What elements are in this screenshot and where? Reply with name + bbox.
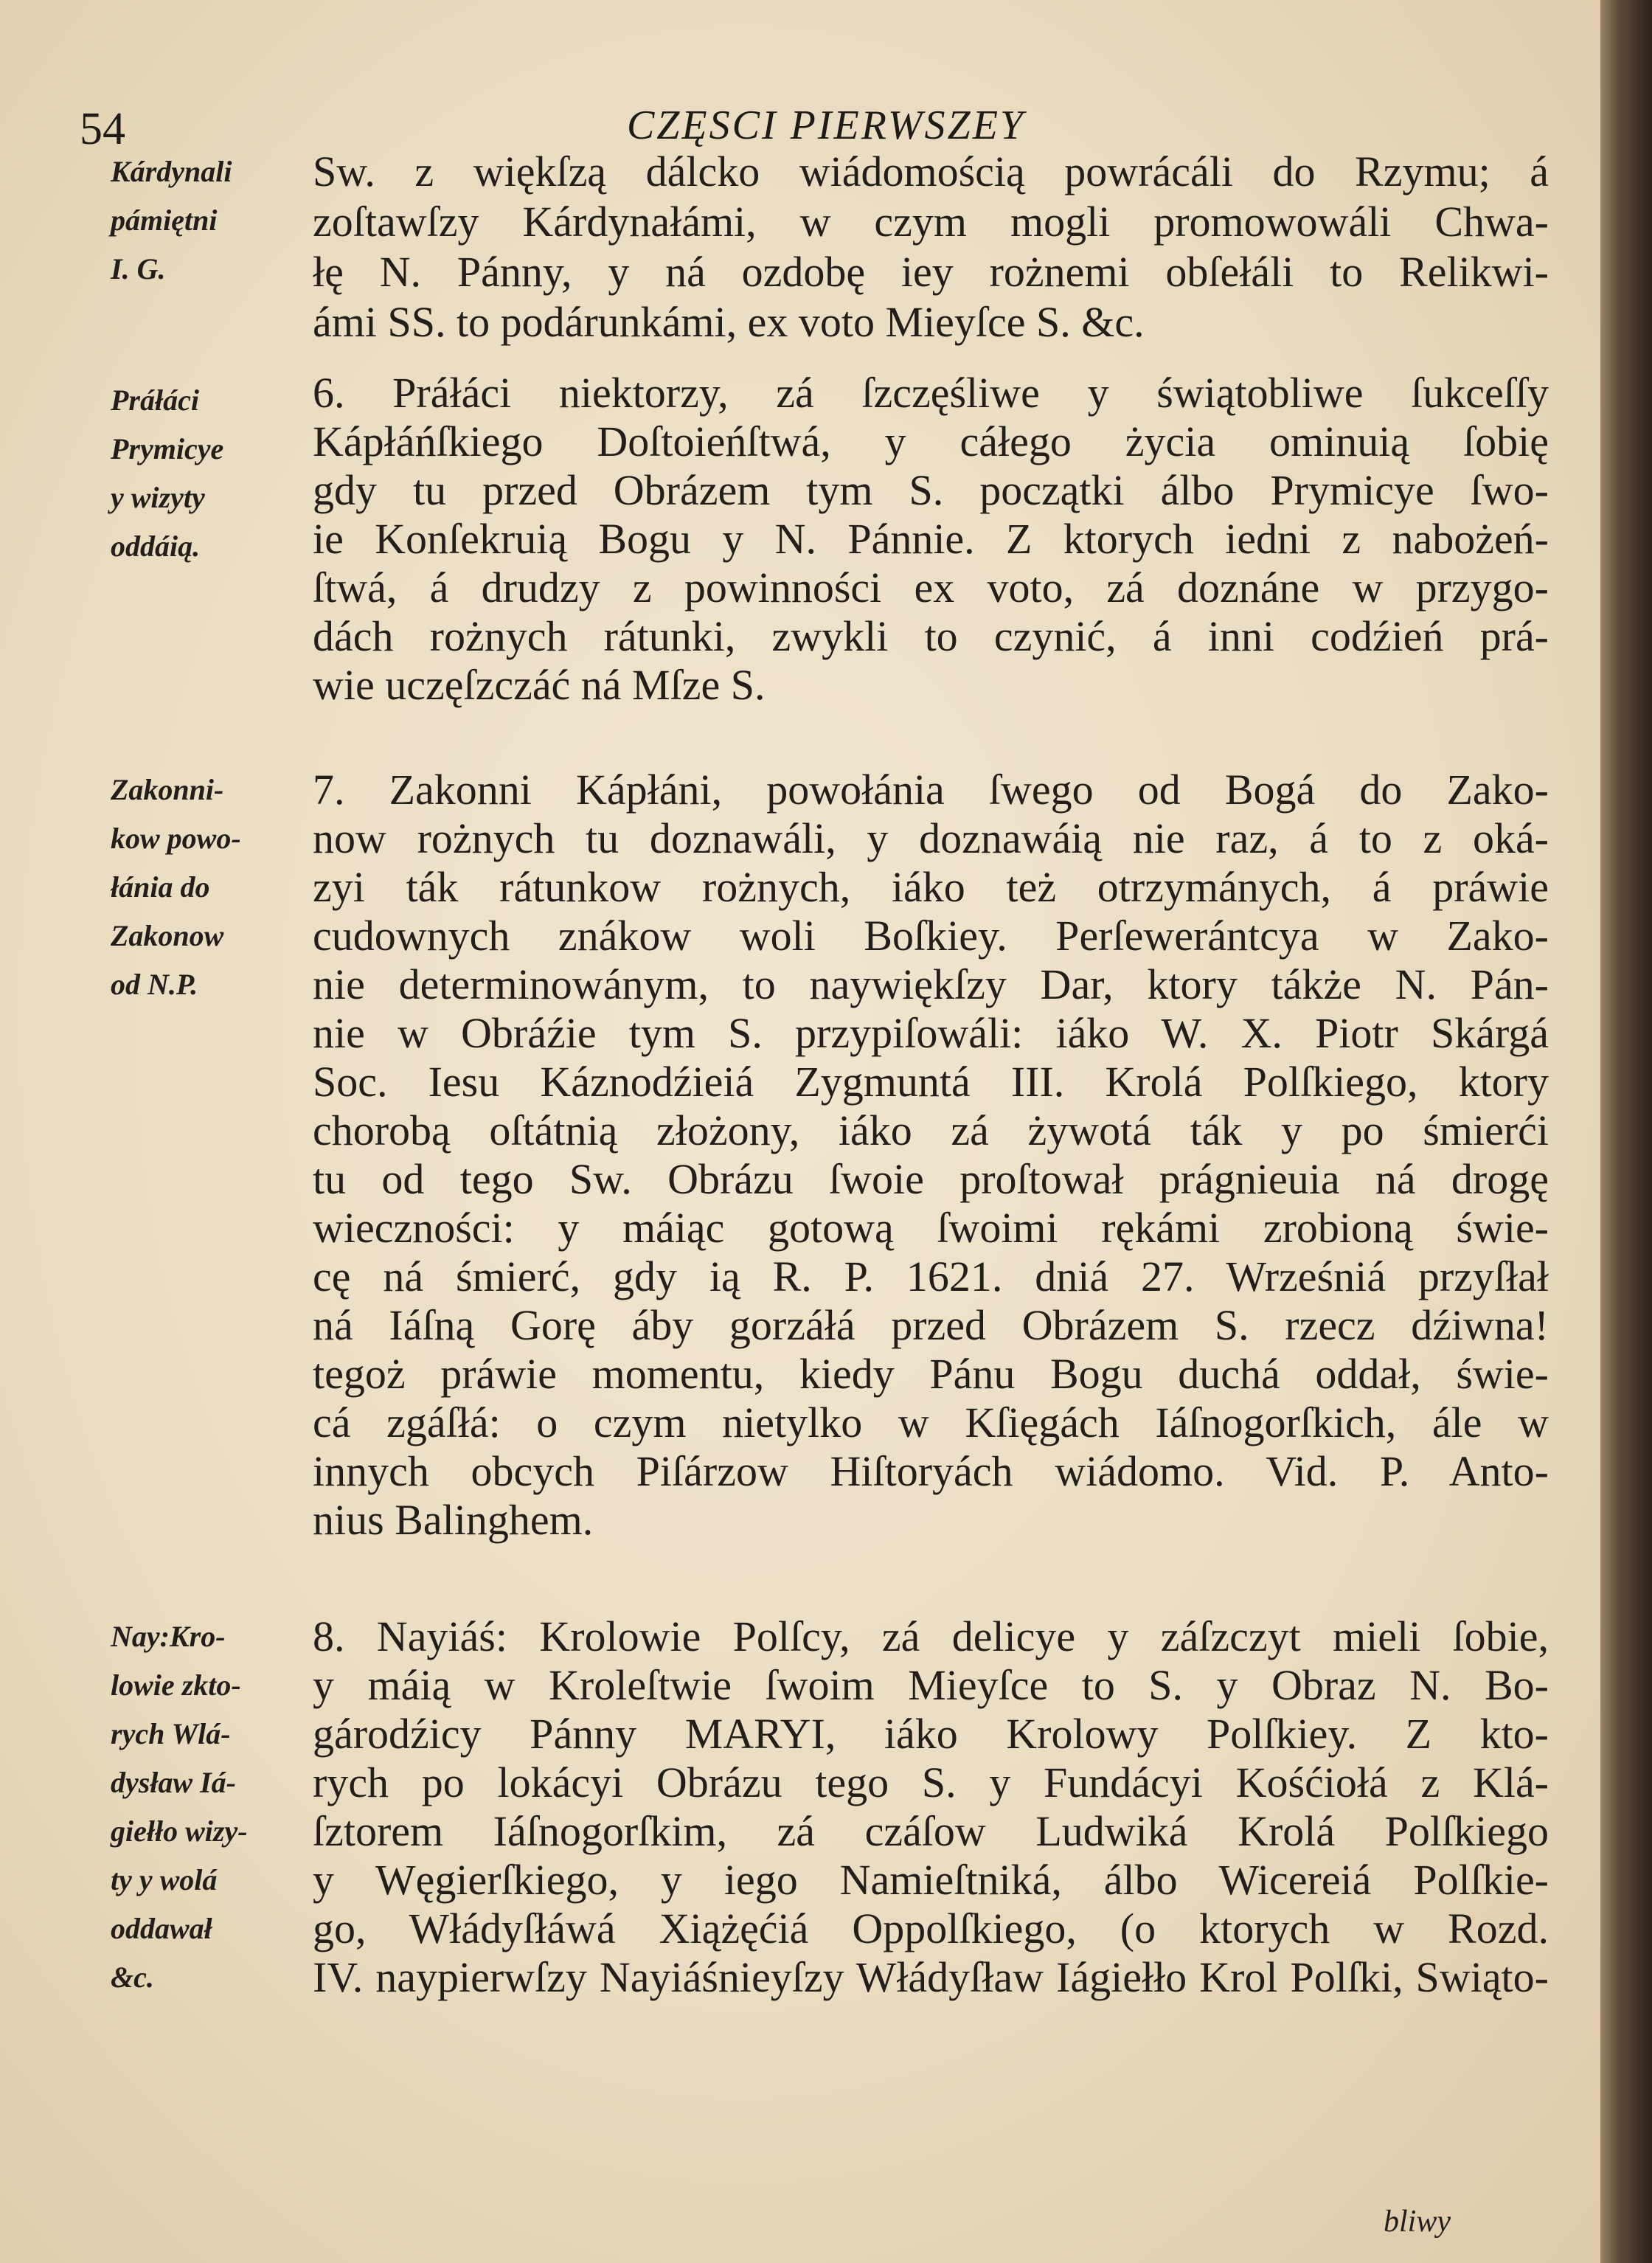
body-line: now rożnych tu doznawáli, y doznawáią nie raz, á to z oká- bbox=[313, 814, 1549, 862]
body-line: wie uczęſzczáć ná Mſze S. bbox=[313, 661, 766, 709]
body-line: 8. Nayiáś: Krolowie Polſcy, zá delicye y záſzczyt mieli ſobie, bbox=[313, 1612, 1549, 1660]
margin-line: oddawał bbox=[111, 1912, 212, 1945]
margin-line: giełło wizy- bbox=[111, 1815, 248, 1848]
body-line: dách rożnych rátunki, zwykli to czynić, á inni codźień prá- bbox=[313, 612, 1549, 660]
margin-line: Zakonni- bbox=[111, 773, 224, 806]
body-line: zoſtawſzy Kárdynałámi, w czym mogli promowowáli Chwa- bbox=[313, 198, 1549, 246]
body-line: ámi SS. to podárunkámi, ex voto Mieyſce S. &c. bbox=[313, 298, 1145, 346]
page-number: 54 bbox=[80, 104, 125, 154]
body-line: wieczności: y máiąc gotową ſwoimi rękámi zrobioną świe- bbox=[313, 1204, 1549, 1252]
margin-line: kow powo- bbox=[111, 822, 241, 855]
book-spine-shadow bbox=[1600, 0, 1652, 2263]
body-line: go, Włádyſłáwá Xiążęćiá Oppolſkiego, (o ktorych w Rozd. bbox=[313, 1905, 1549, 1952]
body-line: cá zgáſłá: o czym nietylko w Kſięgách Iáſnogorſkich, ále w bbox=[313, 1399, 1549, 1446]
margin-note-religious-orders bbox=[111, 766, 310, 1009]
margin-line: &c. bbox=[111, 1961, 154, 1994]
margin-line: Práłáci bbox=[111, 384, 199, 417]
body-line: 6. Práłáci niektorzy, zá ſzczęśliwe y świątobliwe ſukceſſy bbox=[313, 369, 1549, 417]
body-line: Sw. z więkſzą dálcko wiádomością powrácáli do Rzymu; á bbox=[313, 148, 1549, 195]
body-line: 7. Zakonni Kápłáni, powołánia ſwego od Bogá do Zako- bbox=[313, 766, 1549, 814]
margin-line: od N.P. bbox=[111, 968, 198, 1001]
body-line: IV. naypierwſzy Nayiáśnieyſzy Włádyſław Iágiełło Krol Polſki, Swiąto- bbox=[313, 1953, 1549, 2001]
body-line: ſztorem Iáſnogorſkim, zá czáſow Ludwiká Krolá Polſkiego bbox=[313, 1807, 1549, 1855]
body-line: tu od tego Sw. Obrázu ſwoie proſtował prágnieuia ná drogę bbox=[313, 1155, 1549, 1203]
body-line: nius Balinghem. bbox=[313, 1496, 594, 1544]
margin-note-kings bbox=[111, 1612, 310, 2002]
body-line: łę N. Pánny, y ná ozdobę iey rożnemi obſełáli to Relikwi- bbox=[313, 248, 1549, 296]
margin-line: Prymicye bbox=[111, 432, 224, 465]
margin-line: rych Wlá- bbox=[111, 1717, 231, 1750]
body-line: Kápłáńſkiego Doſtoieńſtwá, y cáłego życia ominuią ſobię bbox=[313, 417, 1549, 465]
margin-line: Kárdynali bbox=[111, 155, 232, 188]
margin-note-prelates bbox=[111, 376, 310, 571]
body-line: nie determinowánym, to naywiękſzy Dar, ktory tákże N. Pán- bbox=[313, 960, 1549, 1008]
body-line: cę ná śmierć, gdy ią R. P. 1621. dniá 27. Wrześniá przyſłał bbox=[313, 1252, 1549, 1300]
body-line: innych obcych Piſárzow Hiſtoryách wiádomo. Vid. P. Anto- bbox=[313, 1447, 1549, 1495]
body-line: y Węgierſkiego, y iego Namieſtniká, álbo Wicereiá Polſkie- bbox=[313, 1856, 1549, 1904]
body-line: cudownych znákow woli Boſkiey. Perſewerántcya w Zako- bbox=[313, 912, 1549, 960]
margin-line: ty y wolá bbox=[111, 1863, 218, 1896]
body-line: Soc. Iesu Káznodźieiá Zygmuntá III. Krolá Polſkiego, ktory bbox=[313, 1058, 1549, 1106]
margin-line: Nay:Kro- bbox=[111, 1620, 226, 1653]
body-line: gdy tu przed Obrázem tym S. początki álbo Prymicye ſwo- bbox=[313, 466, 1549, 514]
body-line: ná Iáſną Gorę áby gorzáłá przed Obrázem S. rzecz dźiwna! bbox=[313, 1301, 1549, 1349]
margin-line: y wizyty bbox=[111, 481, 205, 514]
body-line: tegoż práwie momentu, kiedy Pánu Bogu duchá oddał, świe- bbox=[313, 1350, 1549, 1398]
margin-note-cardinals bbox=[111, 148, 310, 294]
margin-line: łánia do bbox=[111, 870, 210, 904]
margin-line: Zakonow bbox=[111, 919, 224, 952]
body-line: ſtwá, á drudzy z powinności ex voto, zá doznáne w przygo- bbox=[313, 564, 1549, 611]
running-title: CZĘSCI PIERWSZEY bbox=[626, 103, 1026, 148]
body-line: rych po lokácyi Obrázu tego S. y Fundácyi Kośćiołá z Klá- bbox=[313, 1758, 1549, 1806]
body-line: nie w Obráźie tym S. przypiſowáli: iáko W. X. Piotr Skárgá bbox=[313, 1009, 1549, 1057]
margin-line: lowie zkto- bbox=[111, 1668, 241, 1702]
margin-line: dysław Iá- bbox=[111, 1766, 236, 1799]
body-line: ie Konſekruią Bogu y N. Pánnie. Z ktorych iedni z nabożeń- bbox=[313, 515, 1549, 563]
margin-line: pámiętni bbox=[111, 204, 218, 237]
margin-line: oddáią. bbox=[111, 530, 201, 563]
body-line: zyi ták rátunkow rożnych, iáko też otrzymánych, á práwie bbox=[313, 863, 1549, 911]
margin-line: I. G. bbox=[111, 252, 166, 285]
body-line: y máią w Kroleſtwie ſwoim Mieyſce to S. y Obraz N. Bo- bbox=[313, 1661, 1549, 1709]
catchword: bliwy bbox=[1384, 2205, 1451, 2239]
body-line: gárodźicy Pánny MARYI, iáko Krolowy Polſkiey. Z kto- bbox=[313, 1710, 1549, 1758]
body-line: chorobą oſtátnią złożony, iáko zá żywotá ták y po śmierći bbox=[313, 1106, 1549, 1154]
